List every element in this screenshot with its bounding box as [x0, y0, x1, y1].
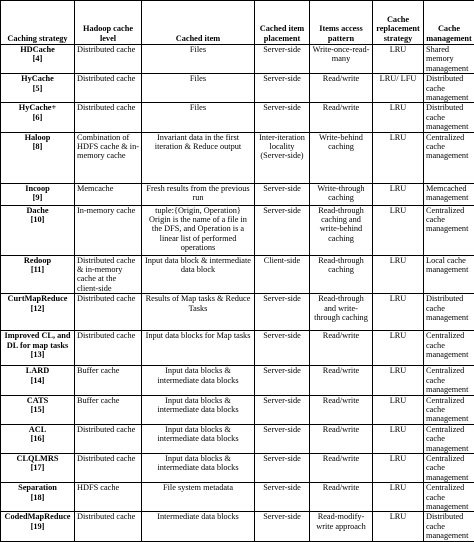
cached-item-cell: Input data blocks & intermediate data blocks	[142, 424, 255, 453]
management-cell: Centralized cache management	[424, 483, 474, 512]
access-pattern-cell: Read/write	[310, 453, 373, 482]
management-cell: Centralized cache management	[424, 205, 474, 255]
table-row	[1, 205, 474, 255]
access-pattern-cell: Read/write	[310, 395, 373, 424]
placement-cell: Server-side	[255, 366, 310, 395]
strategy-cell	[1, 453, 75, 482]
placement-cell: Server-side	[255, 453, 310, 482]
table-row	[1, 483, 474, 512]
cached-item-cell: tuple:{Origin, Operation} Origin is the name of a file in the DFS, and Operation is a linear list of performed operations	[142, 205, 255, 255]
replacement-cell: LRU	[373, 512, 424, 541]
strategy-name: Haloop	[25, 133, 51, 142]
cached-item-cell: Invariant data in the first iteration & Reduce output	[142, 132, 255, 183]
replacement-cell: LRU	[373, 424, 424, 453]
strategy-reference: [15]	[3, 405, 72, 414]
management-cell: Memcached management	[424, 183, 474, 205]
strategy-name: LARD	[26, 366, 50, 375]
header-cached-item-placement: Cached item placement	[255, 1, 310, 45]
strategy-cell	[1, 366, 75, 395]
strategy-name: Dache	[26, 206, 48, 215]
strategy-name: CLQLMRS	[17, 454, 59, 463]
strategy-name: HyCache	[21, 74, 54, 83]
table-row	[1, 453, 474, 482]
cached-item-cell: Results of Map tasks & Reduce Tasks	[142, 294, 255, 331]
strategy-reference: [14]	[3, 376, 72, 385]
placement-cell: Server-side	[255, 74, 310, 103]
replacement-cell: LRU	[373, 395, 424, 424]
cached-item-cell: Files	[142, 45, 255, 74]
table-row	[1, 183, 474, 205]
cache-level-cell: Distributed cache	[75, 512, 142, 541]
table-row	[1, 74, 474, 103]
access-pattern-cell: Read/write	[310, 483, 373, 512]
access-pattern-cell: Read/write	[310, 424, 373, 453]
placement-cell: Server-side	[255, 424, 310, 453]
access-pattern-cell: Read-modify-write approach	[310, 512, 373, 541]
strategy-reference: [11]	[3, 265, 72, 274]
access-pattern-cell: Read/write	[310, 331, 373, 366]
access-pattern-cell: Read-through and write-through caching	[310, 294, 373, 331]
strategy-name: CodedMapReduce	[5, 512, 71, 521]
strategy-cell	[1, 103, 75, 132]
strategy-name: HyCache+	[19, 103, 56, 112]
strategy-reference: [19]	[3, 522, 72, 531]
access-pattern-cell: Write-once-read-many	[310, 45, 373, 74]
strategy-reference: [4]	[3, 54, 72, 63]
table-header-row	[1, 1, 474, 45]
table-row	[1, 512, 474, 541]
replacement-cell: LRU	[373, 183, 424, 205]
strategy-cell	[1, 331, 75, 366]
access-pattern-cell: Write-through caching	[310, 183, 373, 205]
cached-item-cell: Input data blocks & intermediate data blocks	[142, 395, 255, 424]
cache-level-cell: In-memory cache	[75, 205, 142, 255]
strategy-name: Incoop	[25, 184, 49, 193]
placement-cell: Server-side	[255, 395, 310, 424]
cached-item-cell: Input data block & intermediate data block	[142, 255, 255, 294]
placement-cell: Inter-iteration locality (Server-side)	[255, 132, 310, 183]
cache-level-cell: Buffer cache	[75, 395, 142, 424]
strategy-reference: [10]	[3, 215, 72, 224]
placement-cell: Server-side	[255, 483, 310, 512]
strategy-reference: [16]	[3, 434, 72, 443]
strategy-reference: [17]	[3, 463, 72, 472]
header-items-access-pattern: Items access pattern	[310, 1, 373, 45]
strategy-cell	[1, 424, 75, 453]
strategy-cell	[1, 183, 75, 205]
table-row	[1, 395, 474, 424]
placement-cell: Server-side	[255, 183, 310, 205]
table-row	[1, 366, 474, 395]
strategy-cell	[1, 255, 75, 294]
placement-cell: Server-side	[255, 205, 310, 255]
strategy-reference: [18]	[3, 493, 72, 502]
placement-cell: Client-side	[255, 255, 310, 294]
table-body	[1, 45, 474, 542]
cache-level-cell: Buffer cache	[75, 366, 142, 395]
cache-level-cell: Distributed cache	[75, 453, 142, 482]
header-cache-management: Cache management	[424, 1, 474, 45]
strategy-name: CurtMapReduce	[8, 294, 68, 303]
strategy-name: Separation	[18, 483, 57, 492]
management-cell: Distributed cache management	[424, 103, 474, 132]
strategy-name: ACL	[29, 425, 47, 434]
strategy-reference: [5]	[3, 84, 72, 93]
strategy-name: Redoop	[24, 256, 51, 265]
replacement-cell: LRU	[373, 132, 424, 183]
replacement-cell: LRU/ LFU	[373, 74, 424, 103]
replacement-cell: LRU	[373, 294, 424, 331]
cache-level-cell: Distributed cache	[75, 294, 142, 331]
strategy-reference: [9]	[3, 193, 72, 202]
placement-cell: Server-side	[255, 331, 310, 366]
cache-level-cell: Distributed cache & in-memory cache at the client-side	[75, 255, 142, 294]
management-cell: Distributed cache management	[424, 512, 474, 541]
strategy-cell	[1, 205, 75, 255]
strategy-name: Improved CL, and DL for map tasks	[4, 331, 70, 349]
replacement-cell: LRU	[373, 255, 424, 294]
table-row	[1, 255, 474, 294]
strategy-cell	[1, 294, 75, 331]
strategy-cell	[1, 483, 75, 512]
table-row	[1, 132, 474, 183]
replacement-cell: LRU	[373, 483, 424, 512]
access-pattern-cell: Read/write	[310, 366, 373, 395]
access-pattern-cell: Write-behind caching	[310, 132, 373, 183]
replacement-cell: LRU	[373, 453, 424, 482]
management-cell: Distributed cache management	[424, 74, 474, 103]
cached-item-cell: Input data blocks & intermediate data blocks	[142, 366, 255, 395]
cache-level-cell: Memcache	[75, 183, 142, 205]
cached-item-cell: Input data blocks & intermediate data blocks	[142, 453, 255, 482]
cached-item-cell: Intermediate data blocks	[142, 512, 255, 541]
management-cell: Centralized cache management	[424, 424, 474, 453]
strategy-reference: [12]	[3, 304, 72, 313]
cache-level-cell: HDFS cache	[75, 483, 142, 512]
header-caching-strategy: Caching strategy	[1, 1, 75, 45]
table-row	[1, 103, 474, 132]
placement-cell: Server-side	[255, 45, 310, 74]
strategy-reference: [13]	[3, 350, 72, 359]
strategy-cell	[1, 132, 75, 183]
replacement-cell: LRU	[373, 331, 424, 366]
cache-level-cell: Distributed cache	[75, 45, 142, 74]
cached-item-cell: Input data blocks for Map tasks	[142, 331, 255, 366]
table-row	[1, 424, 474, 453]
header-hadoop-cache-level: Hadoop cache level	[75, 1, 142, 45]
management-cell: Shared memory management	[424, 45, 474, 74]
strategy-name: CATS	[27, 396, 49, 405]
strategy-reference: [8]	[3, 142, 72, 151]
management-cell: Local cache management	[424, 255, 474, 294]
strategy-cell	[1, 395, 75, 424]
strategy-cell	[1, 74, 75, 103]
cache-level-cell: Distributed cache	[75, 103, 142, 132]
strategy-name: HDCache	[20, 45, 55, 54]
strategy-reference: [6]	[3, 113, 72, 122]
placement-cell: Server-side	[255, 103, 310, 132]
access-pattern-cell: Read/write	[310, 103, 373, 132]
cache-level-cell: Combination of HDFS cache & in-memory cache	[75, 132, 142, 183]
header-cached-item: Cached item	[142, 1, 255, 45]
cache-level-cell: Distributed cache	[75, 331, 142, 366]
cache-level-cell: Distributed cache	[75, 74, 142, 103]
cached-item-cell: Files	[142, 103, 255, 132]
replacement-cell: LRU	[373, 103, 424, 132]
table-row	[1, 331, 474, 366]
access-pattern-cell: Read/write	[310, 74, 373, 103]
management-cell: Centralized cache management	[424, 395, 474, 424]
replacement-cell: LRU	[373, 205, 424, 255]
access-pattern-cell: Read-through caching	[310, 255, 373, 294]
placement-cell: Server-side	[255, 294, 310, 331]
cached-item-cell: Files	[142, 74, 255, 103]
strategy-cell	[1, 45, 75, 74]
cached-item-cell: Fresh results from the previous run	[142, 183, 255, 205]
cache-level-cell: Distributed cache	[75, 424, 142, 453]
access-pattern-cell: Read-through caching and write-behind caching	[310, 205, 373, 255]
replacement-cell: LRU	[373, 366, 424, 395]
placement-cell: Server-side	[255, 512, 310, 541]
header-cache-replacement-strategy: Cache replacement strategy	[373, 1, 424, 45]
management-cell: Centralized cache management	[424, 331, 474, 366]
management-cell: Centralized cache management	[424, 453, 474, 482]
management-cell: Centralized cache management	[424, 132, 474, 183]
cached-item-cell: File system metadata	[142, 483, 255, 512]
management-cell: Distributed cache management	[424, 294, 474, 331]
management-cell: Centralized cache management	[424, 366, 474, 395]
replacement-cell: LRU	[373, 45, 424, 74]
table-row	[1, 294, 474, 331]
table-row	[1, 45, 474, 74]
strategy-cell	[1, 512, 75, 541]
